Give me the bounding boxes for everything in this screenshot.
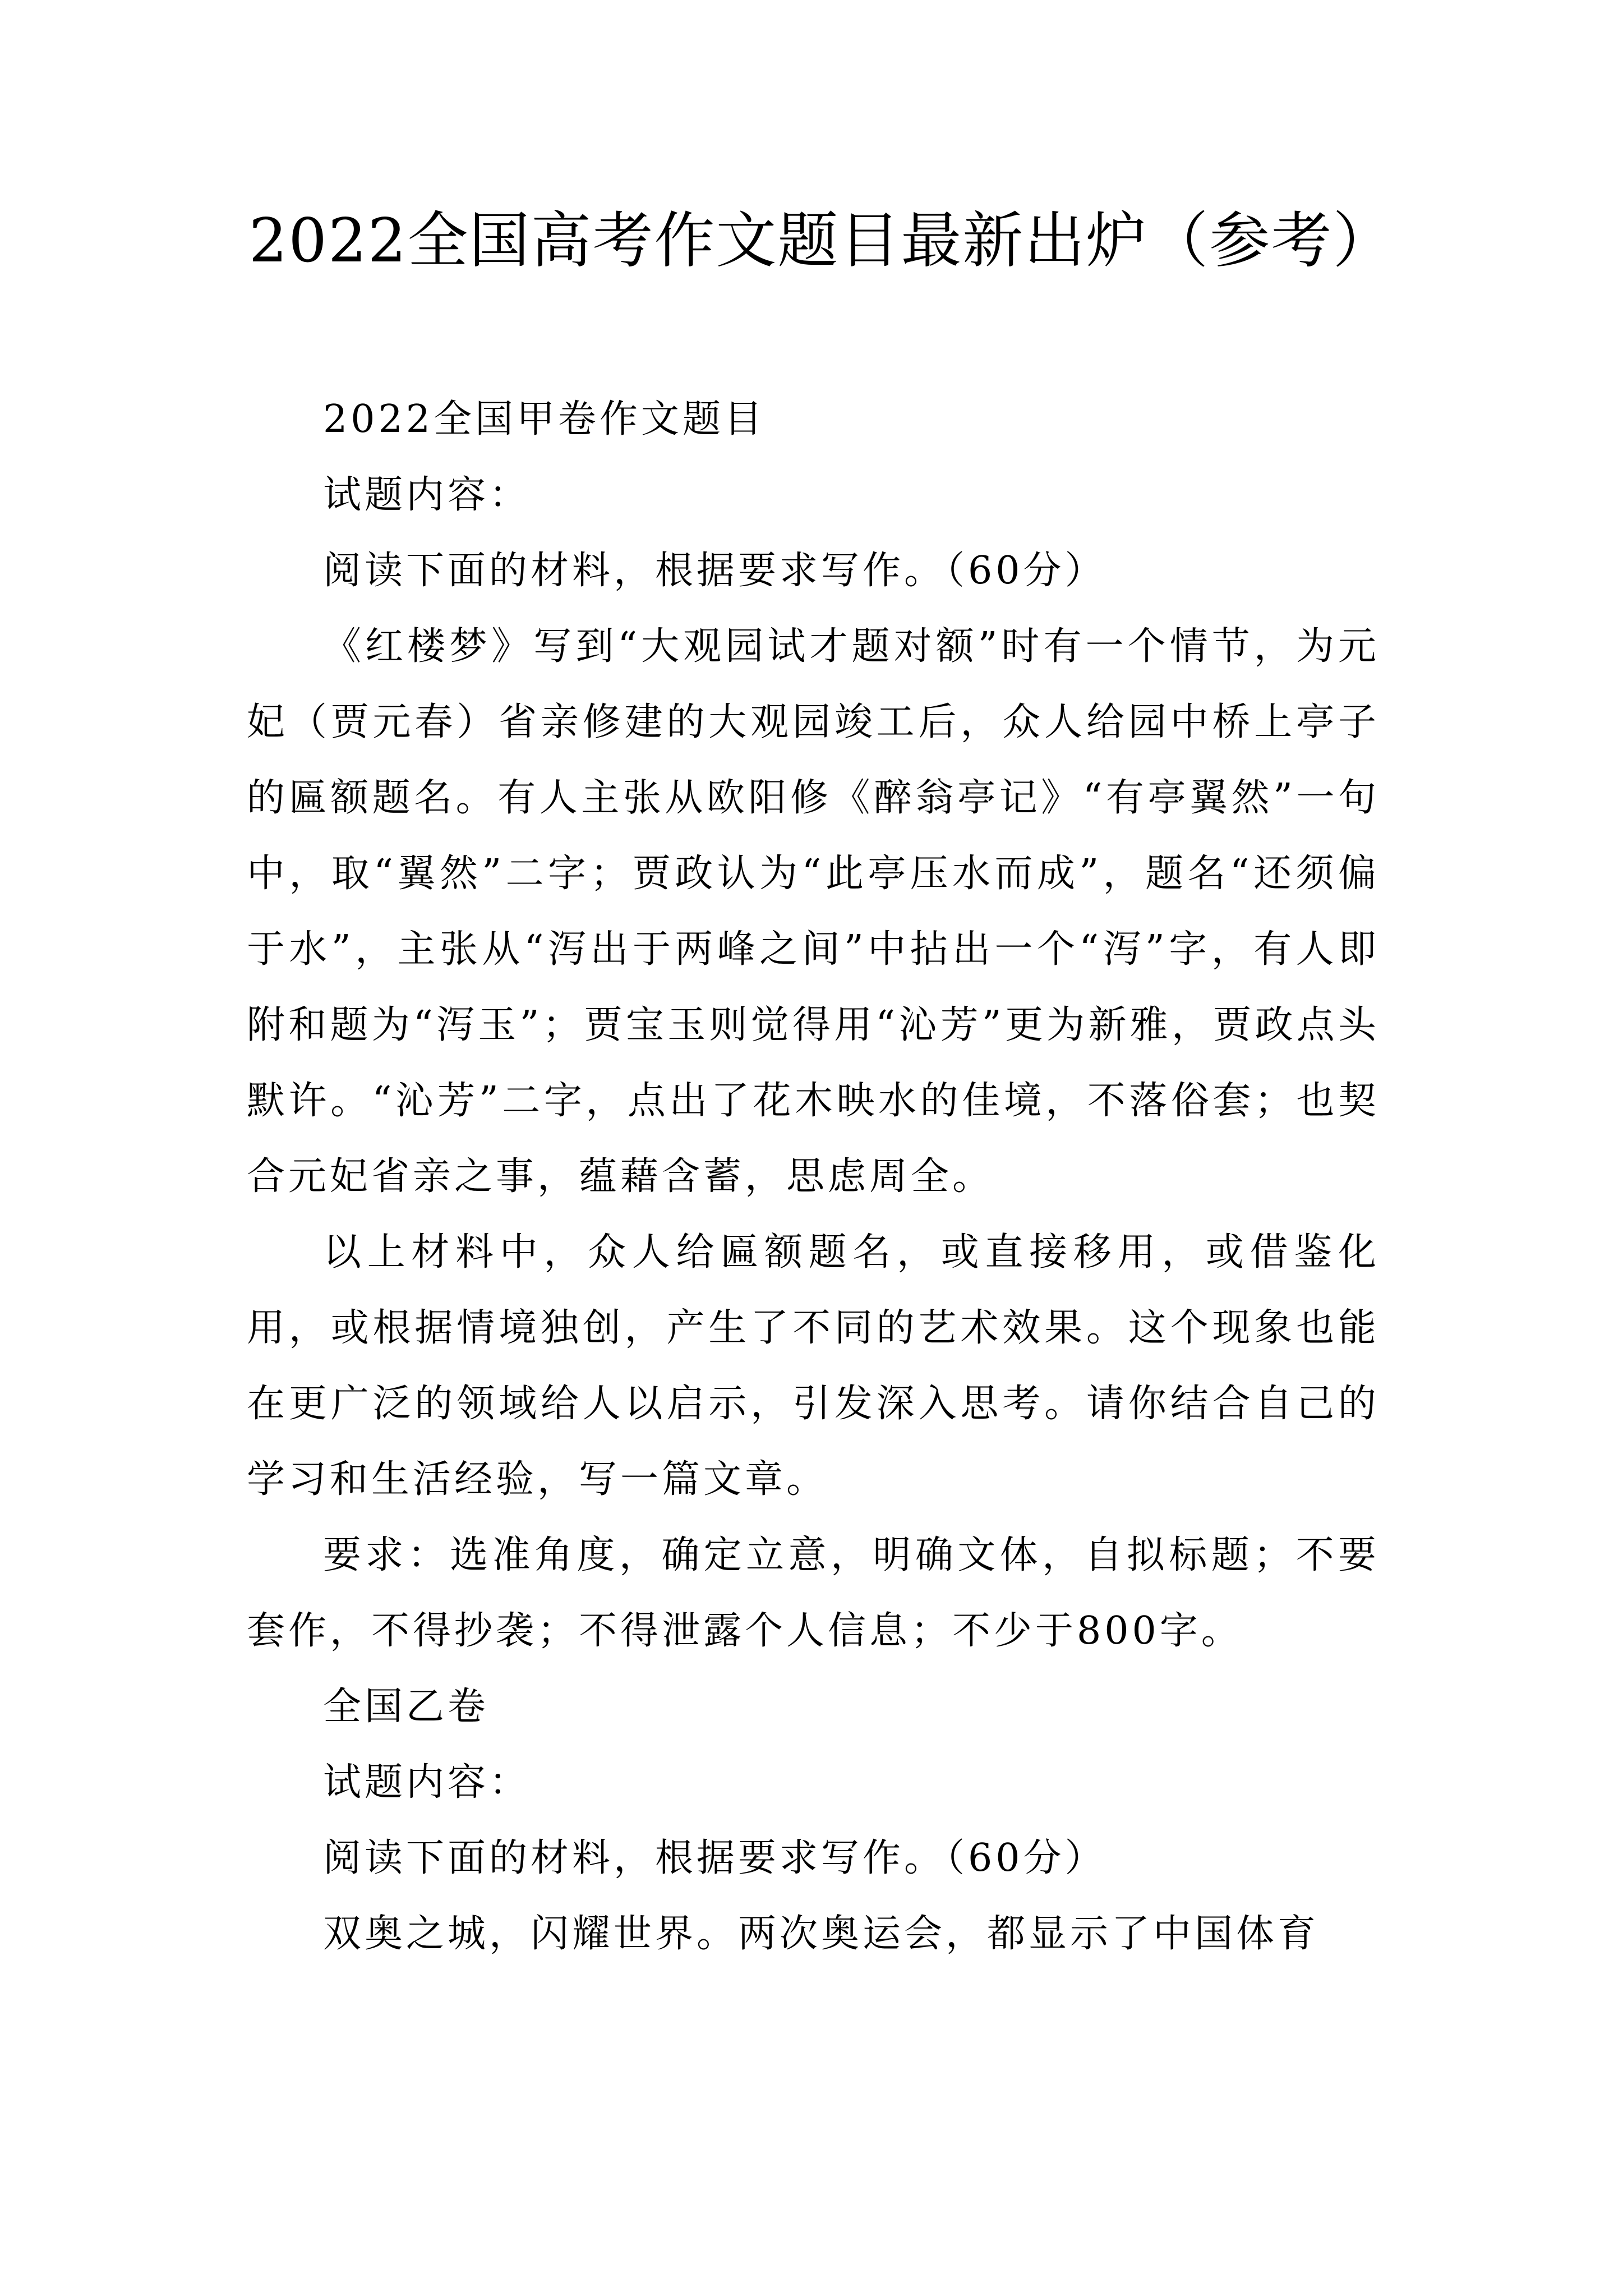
document-title: 2022全国高考作文题目最新出炉（参考）: [248, 206, 1395, 276]
material-paragraph-2: 双奥之城，闪耀世界。两次奥运会，都显示了中国体育: [323, 1912, 1320, 1956]
document-body: [247, 381, 1380, 1972]
material-paragraph: 《红楼梦》写到“大观园试才题对额”时有一个情节，为元妃（贾元春）省亲修建的大观园竣工后，众人给园中桥上亭子的匾额题名。有人主张从欧阳修《醉翁亭记》“有亭翼然”一句中，取“翼然”二字；贾政认为“此亭压水而成”，题名“还须偏于水”，主张从“泻出于两峰之间”中拈出一个“泻”字，有人即附和题为“泻玉”；贾宝玉则觉得用“沁芳”更为新雅，贾政点头默许。“沁芳”二字，点出了花木映水的佳境，不落俗套；也契合元妃省亲之事，蕴藉含蓄，思虑周全。: [247, 624, 1380, 1199]
section-heading-yi: 全国乙卷: [323, 1685, 490, 1729]
instruction-paragraph-2: 阅读下面的材料，根据要求写作。（60分）: [323, 1836, 1106, 1880]
requirements-paragraph: 要求：选准角度，确定立意，明确文体，自拟标题；不要套作，不得抄袭；不得泄露个人信息；不少于800字。: [247, 1533, 1380, 1653]
section-heading-jia: 2022全国甲卷作文题目: [323, 397, 766, 441]
question-content-label-2: 试题内容：: [323, 1760, 531, 1805]
analysis-paragraph: 以上材料中，众人给匾额题名，或直接移用，或借鉴化用，或根据情境独创，产生了不同的艺术效果。这个现象也能在更广泛的领域给人以启示，引发深入思考。请你结合自己的学习和生活经验，写一篇文章。: [247, 1230, 1380, 1502]
instruction-paragraph: 阅读下面的材料，根据要求写作。（60分）: [323, 549, 1106, 593]
question-content-label: 试题内容：: [323, 473, 531, 517]
